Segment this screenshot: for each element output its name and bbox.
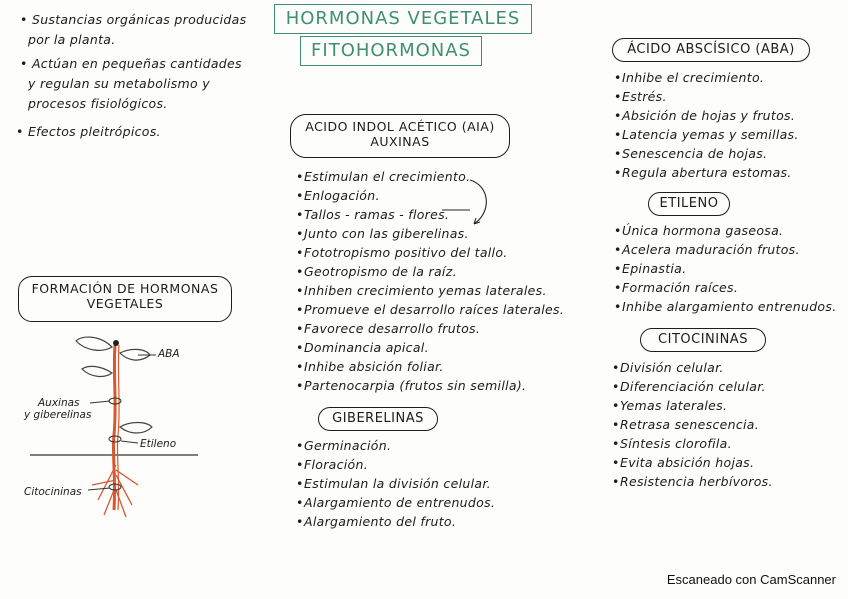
page-subtitle: FITOHORMONAS bbox=[300, 36, 482, 66]
list-item: • Floración. bbox=[296, 455, 495, 474]
list-item: • Estimulan la división celular. bbox=[296, 474, 495, 493]
stem bbox=[113, 345, 115, 510]
giberelinas-list bbox=[296, 436, 495, 531]
citocininas-list bbox=[612, 358, 773, 491]
list-item: • Senescencia de hojas. bbox=[614, 144, 799, 163]
list-item: • Síntesis clorofila. bbox=[612, 434, 773, 453]
pointer-citocininas bbox=[88, 488, 110, 490]
intro-item-2-line2: y regulan su metabolismo y bbox=[28, 76, 210, 91]
pointer-auxinas bbox=[90, 401, 110, 403]
label-giberelinas: y giberelinas bbox=[24, 409, 92, 421]
stem-outline bbox=[117, 345, 119, 510]
aba-title-box: ÁCIDO ABSCÍSICO (ABA) bbox=[612, 38, 810, 62]
auxinas-title-box bbox=[290, 114, 510, 158]
intro-item-2-line1: • Actúan en pequeñas cantidades bbox=[20, 56, 242, 71]
list-item: • División celular. bbox=[612, 358, 773, 377]
leaf-middle-left bbox=[82, 366, 112, 376]
auxinas-bracket-arrow bbox=[440, 172, 500, 242]
page-title: HORMONAS VEGETALES bbox=[274, 4, 532, 34]
intro-item-1-line2: por la planta. bbox=[28, 32, 116, 47]
label-citocininas: Citocininas bbox=[24, 486, 82, 498]
pointer-etileno bbox=[121, 441, 138, 443]
list-item: • Enlogación. bbox=[296, 186, 564, 205]
list-item: • Fototropismo positivo del tallo. bbox=[296, 243, 564, 262]
formation-title-box bbox=[18, 276, 232, 322]
list-item: • Alargamiento de entrenudos. bbox=[296, 493, 495, 512]
list-item: • Inhibe absición foliar. bbox=[296, 357, 564, 376]
intro-item-1-line1: • Sustancias orgánicas producidas bbox=[20, 12, 247, 27]
list-item: • Resistencia herbívoros. bbox=[612, 472, 773, 491]
list-item: • Epinastia. bbox=[614, 259, 836, 278]
list-item: • Germinación. bbox=[296, 436, 495, 455]
list-item: • Estrés. bbox=[614, 87, 799, 106]
list-item: • Acelera maduración frutos. bbox=[614, 240, 836, 259]
list-item: • Yemas laterales. bbox=[612, 396, 773, 415]
list-item: • Latencia yemas y semillas. bbox=[614, 125, 799, 144]
intro-item-2-line3: procesos fisiológicos. bbox=[28, 96, 168, 111]
list-item: • Junto con las giberelinas. bbox=[296, 224, 564, 243]
intro-item-3: • Efectos pleitrópicos. bbox=[16, 124, 161, 139]
label-etileno: Etileno bbox=[140, 438, 177, 450]
formation-title-line2: VEGETALES bbox=[86, 296, 164, 311]
list-item: • Diferenciación celular. bbox=[612, 377, 773, 396]
apical-bud bbox=[113, 340, 119, 346]
list-item: • Evita absición hojas. bbox=[612, 453, 773, 472]
auxinas-title-line1: ACIDO INDOL ACÉTICO (AIA) bbox=[305, 119, 495, 134]
list-item: • Favorece desarrollo frutos. bbox=[296, 319, 564, 338]
list-item: • Estimulan el crecimiento. bbox=[296, 167, 564, 186]
list-item: • Inhibe alargamiento entrenudos. bbox=[614, 297, 836, 316]
list-item: • Geotropismo de la raíz. bbox=[296, 262, 564, 281]
list-item: • Partenocarpia (frutos sin semilla). bbox=[296, 376, 564, 395]
list-item: • Dominancia apical. bbox=[296, 338, 564, 357]
list-item: • Absición de hojas y frutos. bbox=[614, 106, 799, 125]
label-aba: ABA bbox=[158, 348, 180, 360]
list-item: • Inhibe el crecimiento. bbox=[614, 68, 799, 87]
scanner-watermark: Escaneado con CamScanner bbox=[666, 572, 836, 587]
list-item: • Formación raíces. bbox=[614, 278, 836, 297]
list-item: • Alargamiento del fruto. bbox=[296, 512, 495, 531]
etileno-list bbox=[614, 221, 836, 316]
list-item: • Inhiben crecimiento yemas laterales. bbox=[296, 281, 564, 300]
auxinas-title-line2: AUXINAS bbox=[370, 134, 430, 149]
list-item: • Tallos - ramas - flores. bbox=[296, 205, 564, 224]
list-item: • Retrasa senescencia. bbox=[612, 415, 773, 434]
list-item: • Única hormona gaseosa. bbox=[614, 221, 836, 240]
leaf-top-left bbox=[76, 337, 112, 350]
auxinas-list bbox=[296, 167, 564, 395]
citocininas-title-box: CITOCININAS bbox=[640, 328, 766, 352]
list-item: • Promueve el desarrollo raíces laterales. bbox=[296, 300, 564, 319]
formation-title-line1: FORMACIÓN DE HORMONAS bbox=[31, 281, 219, 296]
aba-list bbox=[614, 68, 799, 182]
etileno-title-box: ETILENO bbox=[648, 192, 730, 216]
list-item: • Regula abertura estomas. bbox=[614, 163, 799, 182]
leaf-lower-right bbox=[120, 423, 152, 434]
label-auxinas: Auxinas bbox=[38, 397, 80, 409]
giberelinas-title-box: GIBERELINAS bbox=[318, 407, 438, 431]
